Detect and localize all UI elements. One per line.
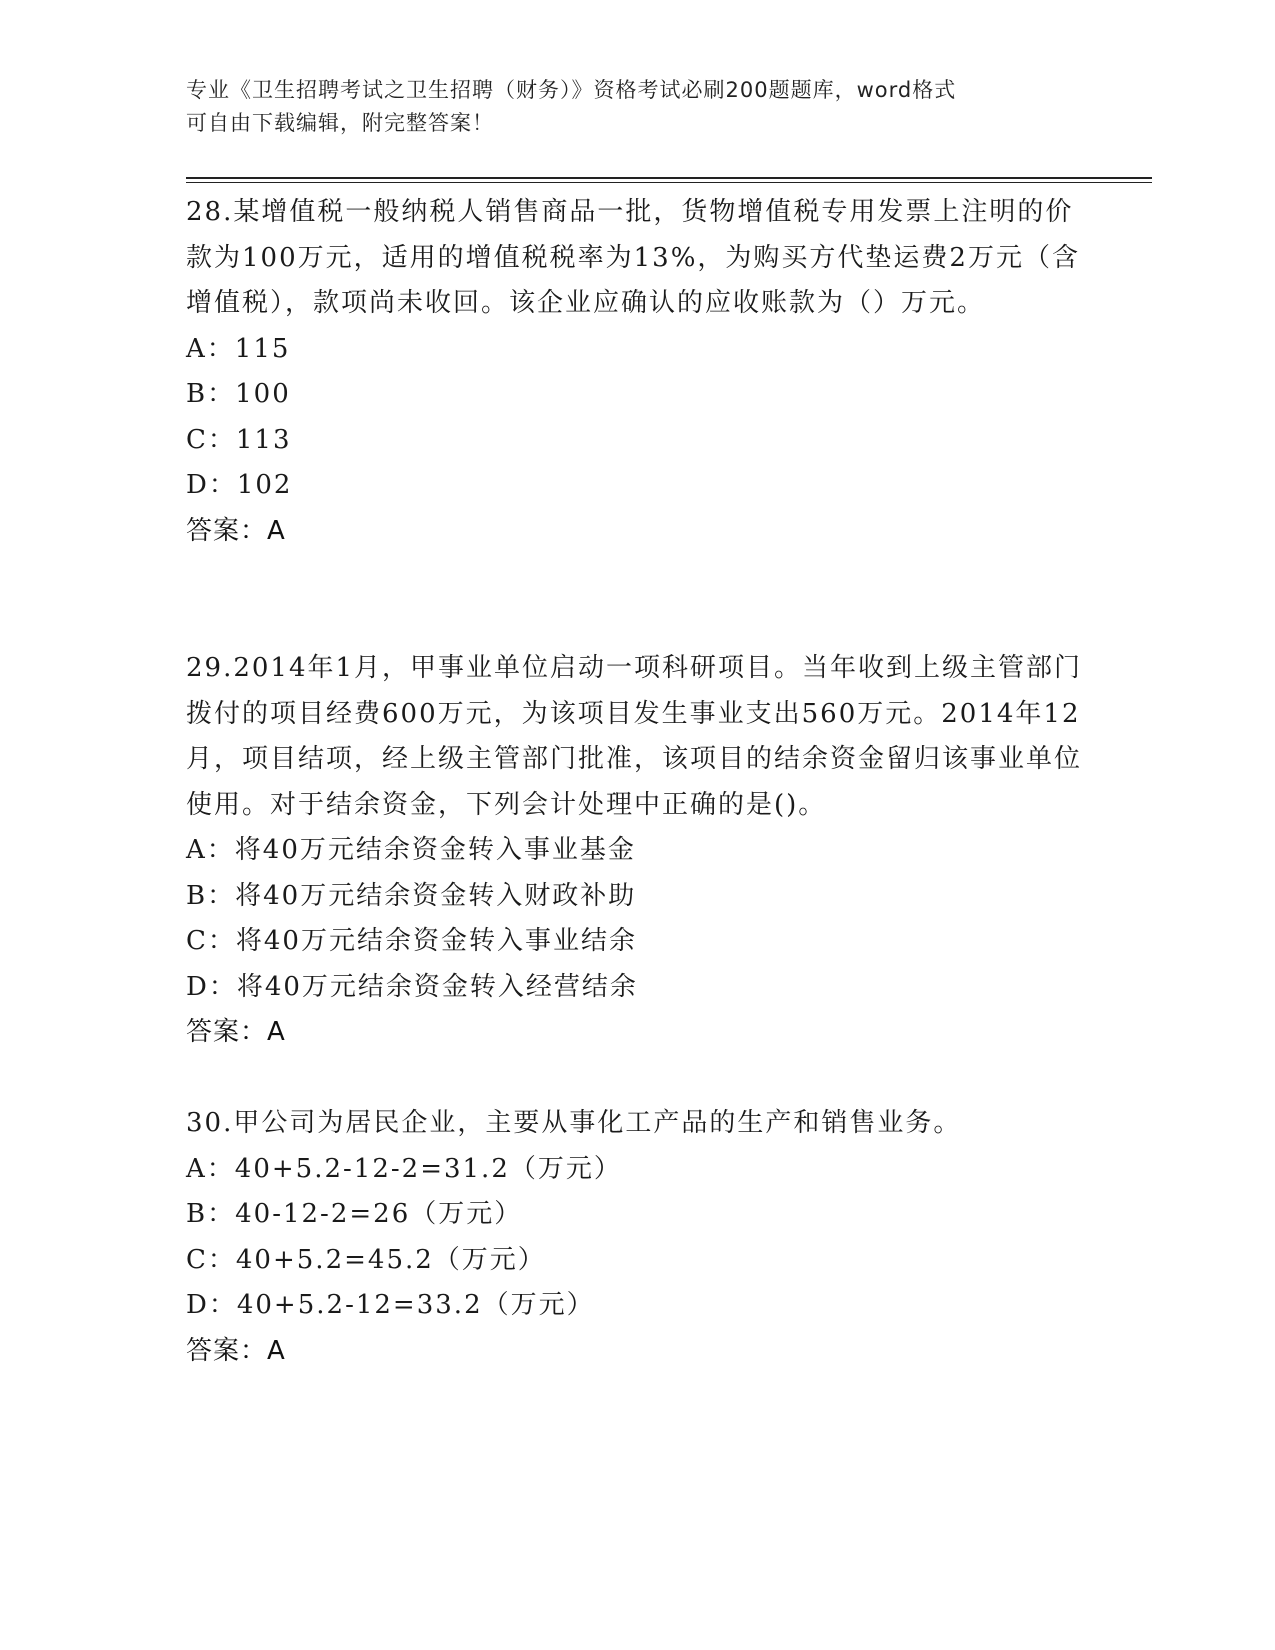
document-header bbox=[186, 74, 1066, 140]
option-list bbox=[186, 327, 1086, 509]
option-b: B：40-12-2=26（万元） bbox=[186, 1199, 523, 1229]
option-d: D：40+5.2-12=33.2（万元） bbox=[186, 1290, 595, 1320]
header-line-1: 专业《卫生招聘考试之卫生招聘（财务）》资格考试必刷200题题库，word格式 bbox=[186, 78, 957, 102]
question-stem: 29.2014年1月，甲事业单位启动一项科研项目。当年收到上级主管部门拨付的项目经费600万元，为该项目发生事业支出560万元。2014年12月，项目结项，经上级主管部门批准，该项目的结余资金留归该事业单位使用。对于结余资金，下列会计处理中正确的是()。 bbox=[186, 653, 1083, 820]
option-d: D：102 bbox=[186, 470, 293, 500]
answer-line: 答案：A bbox=[186, 1017, 286, 1047]
header-divider-thin bbox=[186, 182, 1152, 183]
header-divider-thick bbox=[186, 177, 1152, 179]
option-b: B：将40万元结余资金转入财政补助 bbox=[186, 880, 637, 911]
option-a: A：将40万元结余资金转入事业基金 bbox=[186, 835, 636, 865]
question-28 bbox=[186, 190, 1086, 554]
option-a: A：40+5.2-12-2=31.2（万元） bbox=[186, 1153, 622, 1184]
option-b: B：100 bbox=[186, 379, 291, 409]
option-a: A：115 bbox=[186, 333, 291, 364]
option-list bbox=[186, 1147, 1086, 1329]
question-stem: 30.甲公司为居民企业，主要从事化工产品的生产和销售业务。 bbox=[186, 1108, 962, 1138]
question-stem: 28.某增值税一般纳税人销售商品一批，货物增值税专用发票上注明的价款为100万元，适用的增值税税率为13%，为购买方代垫运费2万元（含增值税），款项尚未收回。该企业应确认的应收账款为（）万元。 bbox=[186, 197, 1080, 318]
answer-line: 答案：A bbox=[186, 1335, 286, 1366]
option-c: C：113 bbox=[186, 424, 292, 455]
option-d: D：将40万元结余资金转入经营结余 bbox=[186, 971, 638, 1002]
question-29 bbox=[186, 646, 1086, 1056]
option-list bbox=[186, 828, 1086, 1010]
option-c: C：40+5.2=45.2（万元） bbox=[186, 1244, 546, 1275]
header-line-2: 可自由下载编辑，附完整答案！ bbox=[186, 111, 494, 135]
question-30 bbox=[186, 1101, 1086, 1374]
answer-line: 答案：A bbox=[186, 515, 286, 546]
option-c: C：将40万元结余资金转入事业结余 bbox=[186, 926, 637, 956]
